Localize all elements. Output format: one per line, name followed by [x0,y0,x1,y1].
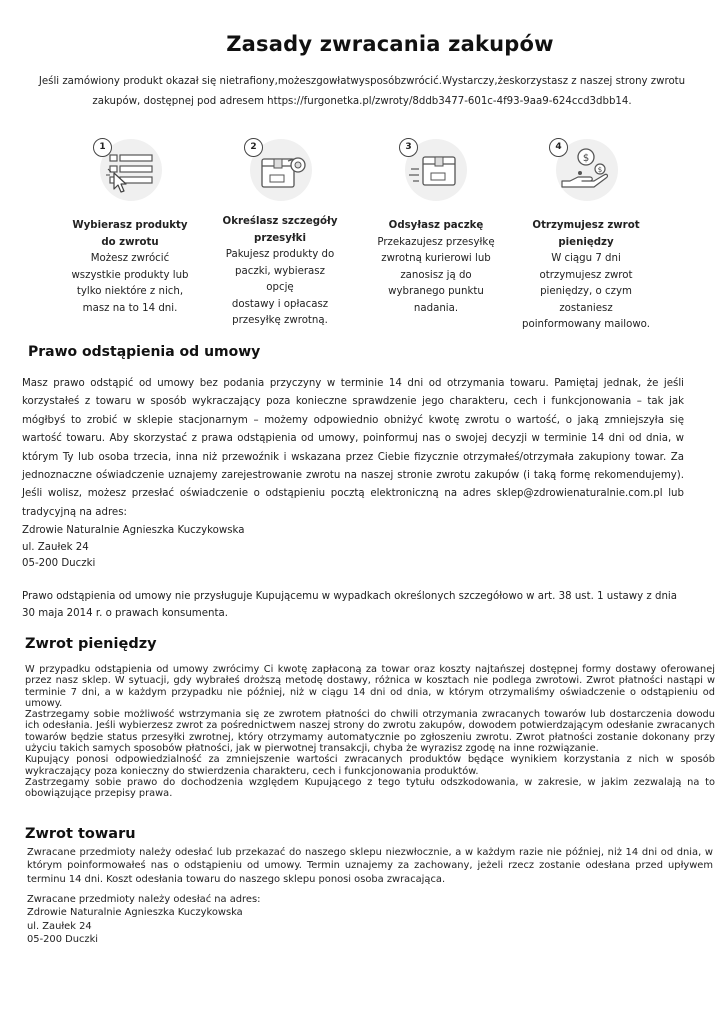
refund-paragraph: Kupujący ponosi odpowiedzialność za zmniejszenie wartości zwracanych produktów będące wynikiem korzystania z nich w sposób wykraczający poza konieczny do stwierdzenia charakteru, cech i funkcjonowania produktów. [25,754,715,777]
step-desc-line: Możesz zwrócić [90,253,170,264]
withdrawal-address [22,523,684,573]
step-title-line: Wybierasz produkty [72,220,188,231]
step-1-text [50,218,210,317]
step-desc-line: wybranego punktu [388,286,484,297]
address-line: Zdrowie Naturalnie Agnieszka Kuczykowska [22,525,245,536]
step-desc-line: poinformowany mailowo. [522,319,650,330]
address-line: 05-200 Duczki [27,933,99,945]
goods-return-heading: Zwrot towaru [25,826,136,842]
step-desc-line: zwrotną kurierowi lub [381,253,491,264]
refund-paragraph: Zastrzegamy sobie możliwość wstrzymania się ze zwrotem płatności do chwili otrzymania zwracanych towarów lub dostarczenia dowodu ich odesłania. Jeśli wybierzesz zwrot za pośrednictwem naszej strony do zwrotu zakupów, dowodem potwierdzającym odesłanie zwracanych towarów będzie status przesyłki zwrotnej, który otrzymamy automatycznie po zgłoszeniu zwrotu. Zwrot płatności zostanie dokonany przy użyciu takich samych sposobów płatności, jak w pierwotnej transakcji, chyba że wyrazisz zgodę na inne rozwiązanie. [25,709,715,755]
step-1-number: 1 [93,138,112,157]
step-title-line: przesyłki [254,232,306,244]
step-desc-line: masz na to 14 dni. [82,302,178,314]
refund-paragraph: Zastrzegamy sobie prawo do dochodzenia względem Kupującego z tego tytułu odszkodowania, w zakresie, w jakim zezwalają na to obowiązujące przepisy prawa. [25,776,715,800]
refund-text [25,664,715,800]
step-4-number: 4 [549,138,568,157]
intro-line: zakupów, dostępnej pod adresem https://furgonetka.pl/zwroty/8ddb3477-601c-4f93-9aa9-624ccd3dbb14. [92,96,632,107]
address-line: ul. Zaułek 24 [27,920,92,932]
step-desc-line: zostaniesz [559,302,613,314]
step-desc-line: wszystkie produkty lub [71,269,189,281]
step-title-line: pieniędzy [558,236,614,248]
step-desc-line: dostawy i opłacasz [231,298,329,310]
step-desc-line: W ciągu 7 dni [551,253,621,264]
step-desc-line: Przekazujesz przesyłkę [377,236,495,248]
step-desc-line: zanosisz ją do [400,269,472,281]
step-desc-line: nadania. [413,302,459,314]
step-desc-line: tylko niektóre z nich, [76,286,184,297]
step-2-number: 2 [244,138,263,157]
intro-line: Jeśli zamówiony produkt okazał się nietrafiony,możeszgowłatwysposóbzwrócić.Wystarczy,żeskorzystasz z naszej strony zwrotu [38,76,686,87]
step-3-number: 3 [399,138,418,157]
step-2-text [200,214,360,330]
step-desc-line: pieniędzy, o czym [540,286,632,297]
withdrawal-note: Prawo odstąpienia od umowy nie przysługuje Kupującemu w wypadkach określonych szczegółowo w art. 38 ust. 1 ustawy z dnia 30 maja 2014 r. o prawach konsumenta. [22,591,677,619]
withdrawal-heading: Prawo odstąpienia od umowy [28,344,261,360]
refund-heading: Zwrot pieniędzy [25,636,157,652]
step-title-line: Odsyłasz paczkę [388,220,484,231]
step-title-line: Określasz szczegóły [222,216,338,227]
address-line: Zdrowie Naturalnie Agnieszka Kuczykowska [27,907,243,919]
address-intro: Zwracane przedmioty należy odesłać na adres: [27,894,261,905]
step-title-line: Otrzymujesz zwrot [532,220,640,231]
step-desc-line: paczki, wybierasz [235,265,325,277]
step-3-text [356,218,516,317]
step-desc-line: opcję [266,282,294,293]
address-line: ul. Zaułek 24 [22,541,89,553]
page-title: Zasady zwracania zakupów [226,32,554,56]
step-desc-line: przesyłkę zwrotną. [232,315,328,326]
step-title-line: do zwrotu [101,236,159,248]
withdrawal-paragraph: Masz prawo odstąpić od umowy bez podania przyczyny w terminie 14 dni od otrzymania towaru. Pamiętaj jednak, że jeśli korzystałeś z towaru w sposób wykraczający poza konieczne sprawdzenie jego charakteru, cech i funkcjonowania – tak jak mógłbyś to zrobić w sklepie stacjonarnym – możemy odpowiednio obniżyć kwotę zwrotu o wartość, o jaką zmniejszyła się wartość towaru. Aby skorzystać z prawa odstąpienia od umowy, poinformuj nas o swojej decyzji w terminie 14 dni od dnia, w którym Ty lub osoba trzecia, inna niż przewoźnik i wskazana przez Ciebie fizycznie otrzymałeś/otrzymała zakupiony towar. Za jednoznaczne oświadczenie uznajemy zarejestrowanie zwrotu na naszej stronie zwrotu zakupów (i taką formę rekomendujemy). Jeśli wolisz, możesz przesłać oświadczenie o odstąpieniu pocztą elektroniczną na adres sklep@zdrowienaturalnie.com.pl lub tradycyjną na adres: [22,378,684,518]
goods-return-address [27,893,627,946]
step-desc-line: Pakujesz produkty do [225,249,335,260]
intro-text [8,72,716,112]
address-line: 05-200 Duczki [22,558,96,569]
goods-return-paragraph: Zwracane przedmioty należy odesłać lub przekazać do naszego sklepu niezwłocznie, a w każdym razie nie później, niż 14 dni od dnia, w którym poinformowałeś nas o odstąpieniu od umowy. Termin uznajemy za zachowany, jeżeli rzecz zostanie odesłana przed upływem terminu 14 dni. Koszt odesłania towaru do naszego sklepu ponosi osoba zwracająca. [27,847,713,885]
svg-text:$: $ [597,166,603,174]
step-4-text [502,218,670,334]
refund-paragraph: W przypadku odstąpienia od umowy zwrócimy Ci kwotę zapłaconą za towar oraz koszty najtańszej dostępnej formy dostawy oferowanej przez nasz sklep. W sytuacji, gdy wybrałeś droższą metodę dostawy, różnica w kosztach nie podlega zwrotowi. Zwrot płatności nastąpi w terminie 7 dni, a w każdym przypadku nie później, niż w ciągu 14 dni od dnia, w którym otrzymaliśmy oświadczenie o odstąpieniu od umowy. [25,664,715,709]
svg-text:$: $ [582,153,590,164]
step-desc-line: otrzymujesz zwrot [539,269,633,281]
